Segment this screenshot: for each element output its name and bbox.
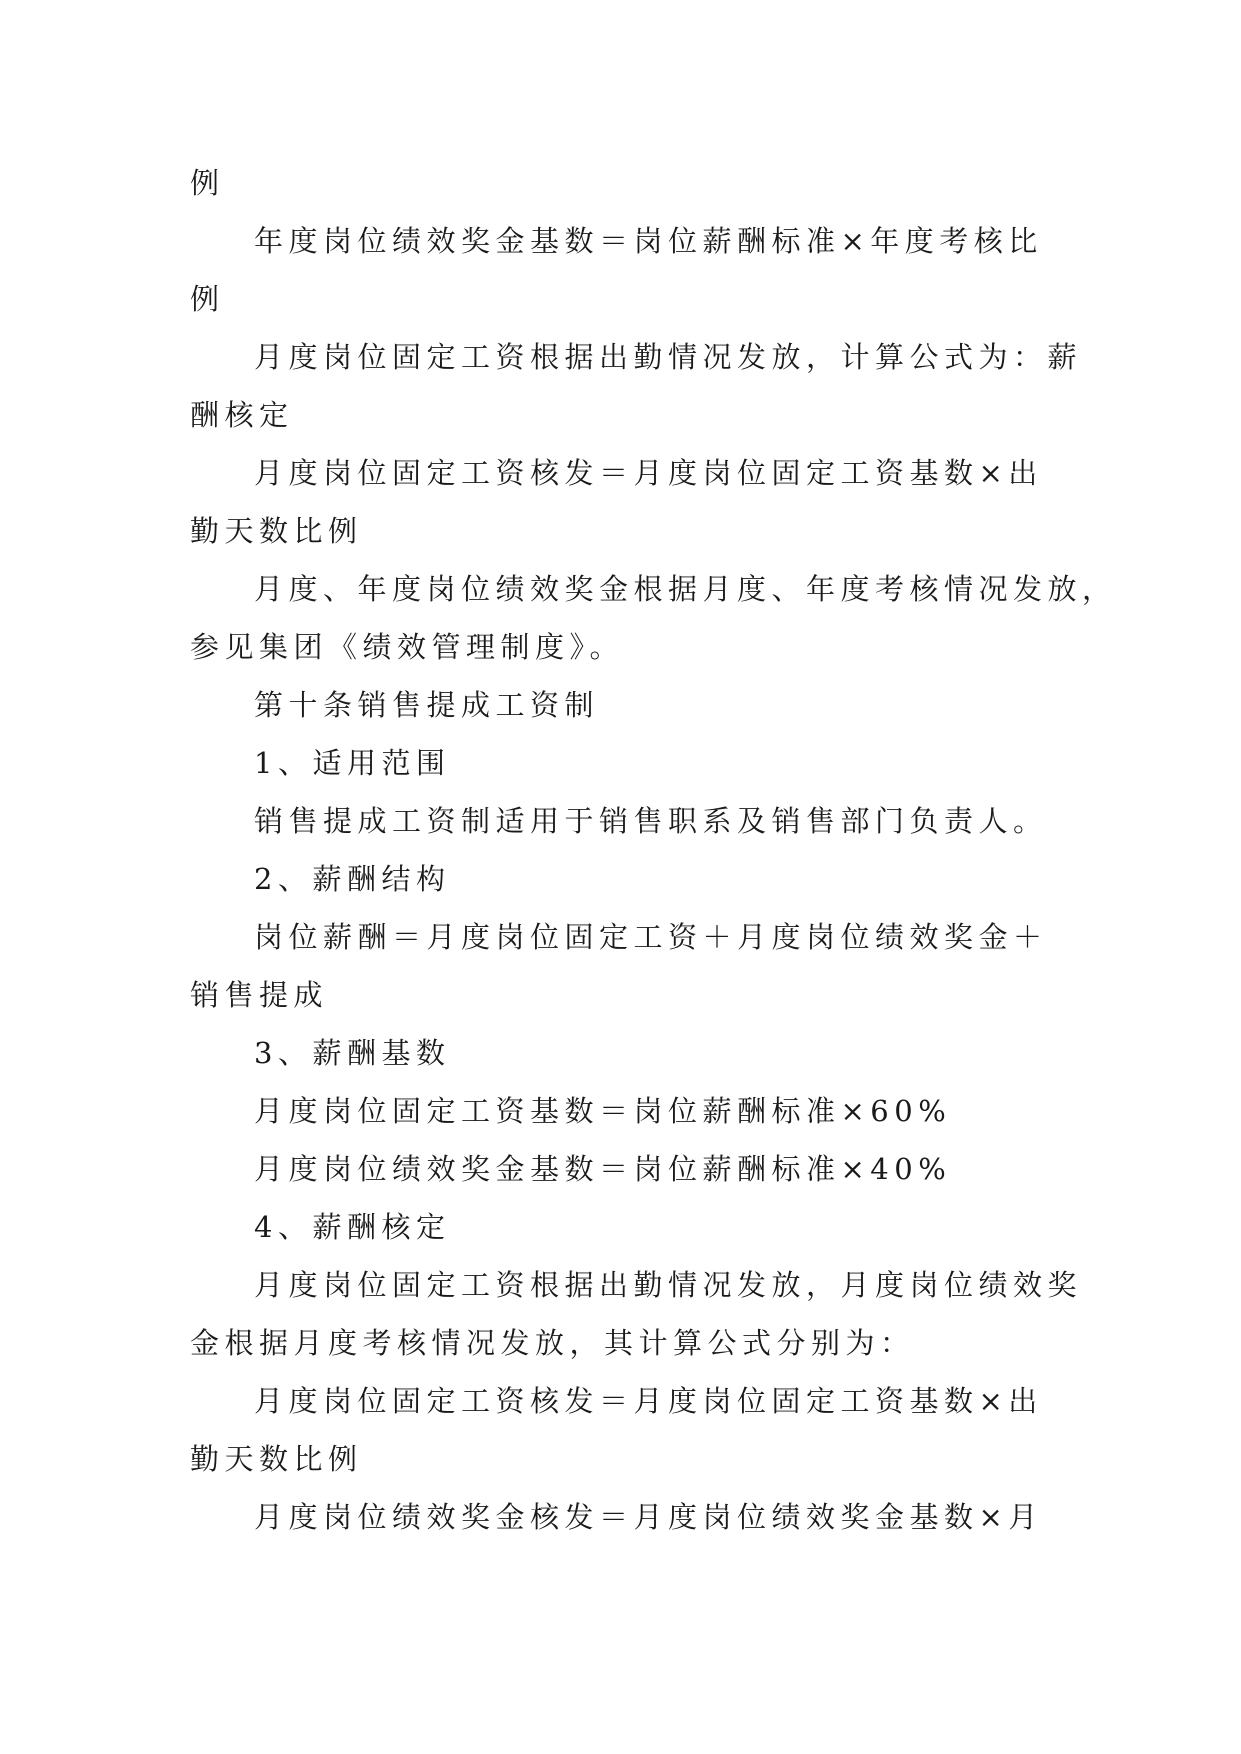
text-line-9: 参见集团《绩效管理制度》。 xyxy=(190,630,625,664)
text-line-22: 月度岗位固定工资核发＝月度岗位固定工资基数×出 xyxy=(254,1384,1043,1418)
text-line-1: 例 xyxy=(190,166,225,200)
text-line-12: 销售提成工资制适用于销售职系及销售部门负责人。 xyxy=(254,804,1048,838)
subheading-verification: 4、薪酬核定 xyxy=(254,1210,451,1244)
text-line-8: 月度、年度岗位绩效奖金根据月度、年度考核情况发放， xyxy=(254,572,1117,606)
text-line-15: 销售提成 xyxy=(190,978,329,1012)
section-heading: 第十条销售提成工资制 xyxy=(254,688,600,722)
text-line-20: 月度岗位固定工资根据出勤情况发放，月度岗位绩效奖 xyxy=(254,1268,1083,1302)
text-line-2: 年度岗位绩效奖金基数＝岗位薪酬标准×年度考核比 xyxy=(254,224,1043,258)
text-line-18: 月度岗位绩效奖金基数＝岗位薪酬标准×40% xyxy=(254,1152,952,1186)
subheading-base: 3、薪酬基数 xyxy=(254,1036,451,1070)
text-line-14: 岗位薪酬＝月度岗位固定工资＋月度岗位绩效奖金＋ xyxy=(254,920,1048,954)
subheading-structure: 2、薪酬结构 xyxy=(254,862,451,896)
text-line-17: 月度岗位固定工资基数＝岗位薪酬标准×60% xyxy=(254,1094,952,1128)
text-line-3: 例 xyxy=(190,282,225,316)
subheading-scope: 1、适用范围 xyxy=(254,746,451,780)
text-line-23: 勤天数比例 xyxy=(190,1442,363,1476)
text-line-4: 月度岗位固定工资根据出勤情况发放，计算公式为：薪 xyxy=(254,340,1083,374)
text-line-7: 勤天数比例 xyxy=(190,514,363,548)
text-line-6: 月度岗位固定工资核发＝月度岗位固定工资基数×出 xyxy=(254,456,1043,490)
text-line-24: 月度岗位绩效奖金核发＝月度岗位绩效奖金基数×月 xyxy=(254,1500,1043,1534)
text-line-21: 金根据月度考核情况发放，其计算公式分别为： xyxy=(190,1326,915,1360)
text-line-5: 酬核定 xyxy=(190,398,294,432)
